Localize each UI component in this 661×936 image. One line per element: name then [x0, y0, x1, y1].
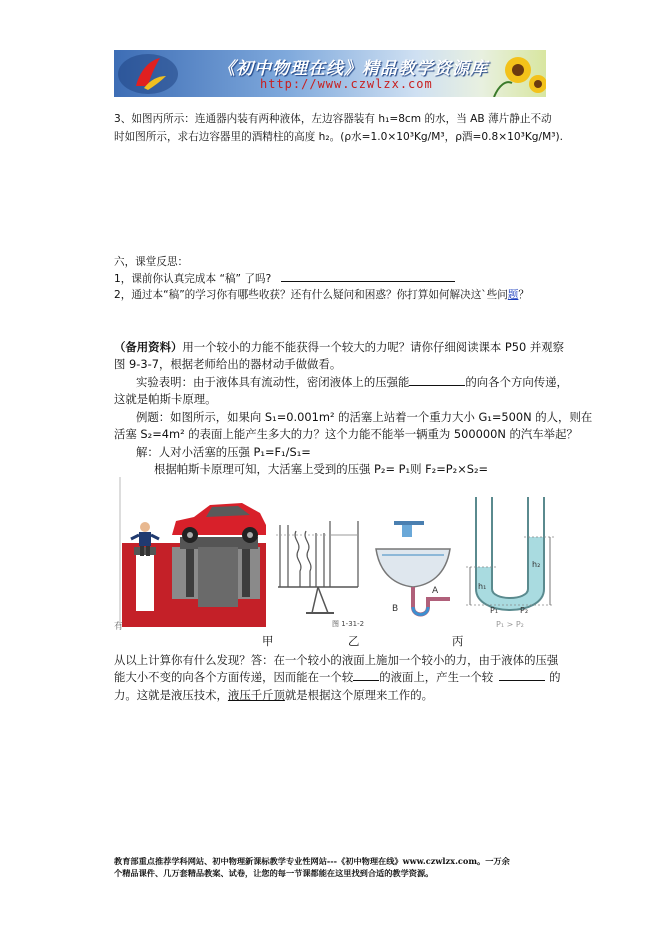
- label-pressure-compare: P₁ > P₂: [496, 620, 524, 629]
- label-h2: h₂: [532, 560, 541, 569]
- backup-line7: 解：人对小活塞的压强 P₁=F₁/S₁=: [136, 445, 311, 459]
- conclusion-line2-c: 的: [549, 670, 561, 684]
- figure-row: [114, 477, 554, 635]
- footer-line2: 个精品课件、几万套精品教案、试卷，让您的每一节课都能在这里找到合适的教学资源。: [114, 868, 434, 878]
- conclusion-line3: [114, 686, 433, 704]
- hydraulic-jack-link[interactable]: 液压千斤顶: [227, 688, 285, 702]
- label-a: A: [432, 586, 439, 596]
- conclusion-line2-b: 的液面上，产生一个较: [379, 670, 494, 684]
- backup-line2: 图 9-3-7，根据老师给出的器材动手做做看。: [114, 357, 342, 371]
- reflection-q2: [114, 286, 529, 304]
- caption-jia: 甲: [262, 634, 274, 648]
- backup-tag: （备用资料）: [114, 340, 183, 354]
- backup-line3-blank[interactable]: [409, 373, 465, 386]
- figure-yi-connected-vessels: [272, 513, 364, 629]
- conclusion-line1: 从以上计算你有什么发现？答：在一个较小的液面上施加一个较小的力，由于液体的压强: [114, 653, 559, 667]
- banner-url[interactable]: http://www.czwlzx.com: [260, 77, 433, 91]
- footer-line1: 教育部重点推荐学科网站、初中物理新课标教学专业性网站---《初中物理在线》www.czwlzx.com。一万余: [114, 856, 510, 866]
- backup-line6: 活塞 S₂=4m² 的表面上能产生多大的力？这个力能不能举一辆重为 500000N 的汽车举起？: [114, 427, 578, 441]
- figure-yi-label: 图 1-31-2: [332, 620, 365, 628]
- reflection-q2-link[interactable]: 题: [507, 289, 519, 301]
- label-h1: h₁: [478, 582, 487, 591]
- backup-line4: 这就是帕斯卡原理。: [114, 392, 217, 406]
- figure-sink-trap: [364, 521, 462, 627]
- figure-jia-hydraulic-press: [114, 477, 270, 631]
- reflection-q2-text: 2，通过本“稿”的学习你有哪些收获？还有什么疑问和困惑？你打算如何解决这`些问: [114, 289, 508, 301]
- banner-title: 《初中物理在线》精品教学资源库: [218, 59, 488, 79]
- conclusion-blank-2[interactable]: [499, 668, 545, 681]
- backup-line5: 例题：如图所示，如果向 S₁=0.001m² 的活塞上站着一个重力大小 G₁=500N 的人，则在: [136, 410, 593, 424]
- backup-line8: 根据帕斯卡原理可知，大活塞上受到的压强 P₂= P₁则 F₂=P₂×S₂=: [154, 462, 489, 476]
- conclusion-blank-1[interactable]: [353, 668, 379, 681]
- footer: [114, 855, 510, 879]
- label-p2: P₂: [520, 606, 529, 615]
- backup-line3-b: 的向各个方向传递，: [465, 375, 568, 389]
- caption-yi: 乙: [348, 634, 360, 648]
- conclusion-line2-a: 能大小不变的向各个方面传递，因而能在一个较: [114, 670, 354, 684]
- label-b: B: [392, 604, 399, 614]
- backup-line3: [136, 373, 568, 391]
- label-p1: P₁: [490, 606, 499, 615]
- conclusion-line3-b: 就是根据这个原理来工作的。: [284, 688, 433, 702]
- backup-line3-a: 实验表明：由于液体具有流动性，密闭液体上的压强能: [136, 375, 410, 389]
- banner: [114, 50, 546, 97]
- backup-line1-rest: 用一个较小的力能不能获得一个较大的力呢？请你仔细阅读课本 P50 并观察: [182, 340, 565, 354]
- backup-line1: [114, 338, 564, 356]
- reflection-q1-text: 1，课前你认真完成本 “稿” 了吗?: [114, 273, 272, 285]
- reflection-q1-blank[interactable]: [281, 269, 455, 282]
- reflection-heading: 六，课堂反思：: [114, 256, 189, 268]
- problem3-line2: 时如图所示，求右边容器里的酒精柱的高度 h₂。(ρ水=1.0×10³Kg/M³，ρ酒=0.8×10³Kg/M³).: [114, 131, 563, 143]
- caption-bing: 丙: [452, 634, 464, 648]
- figure-bing-u-tube: [466, 497, 554, 629]
- problem3-line1: 3、如图丙所示：连通器内装有两种液体，左边容器装有 h₁=8cm 的水，当 AB 薄片静止不动: [114, 113, 552, 125]
- figure-side-note: 有: [114, 622, 124, 632]
- reflection-q2-suffix: ？: [518, 289, 529, 301]
- conclusion-line3-a: 力。这就是液压技术，: [114, 688, 228, 702]
- person-icon: [140, 522, 150, 532]
- small-piston: [134, 547, 156, 555]
- conclusion-line2: [114, 668, 561, 686]
